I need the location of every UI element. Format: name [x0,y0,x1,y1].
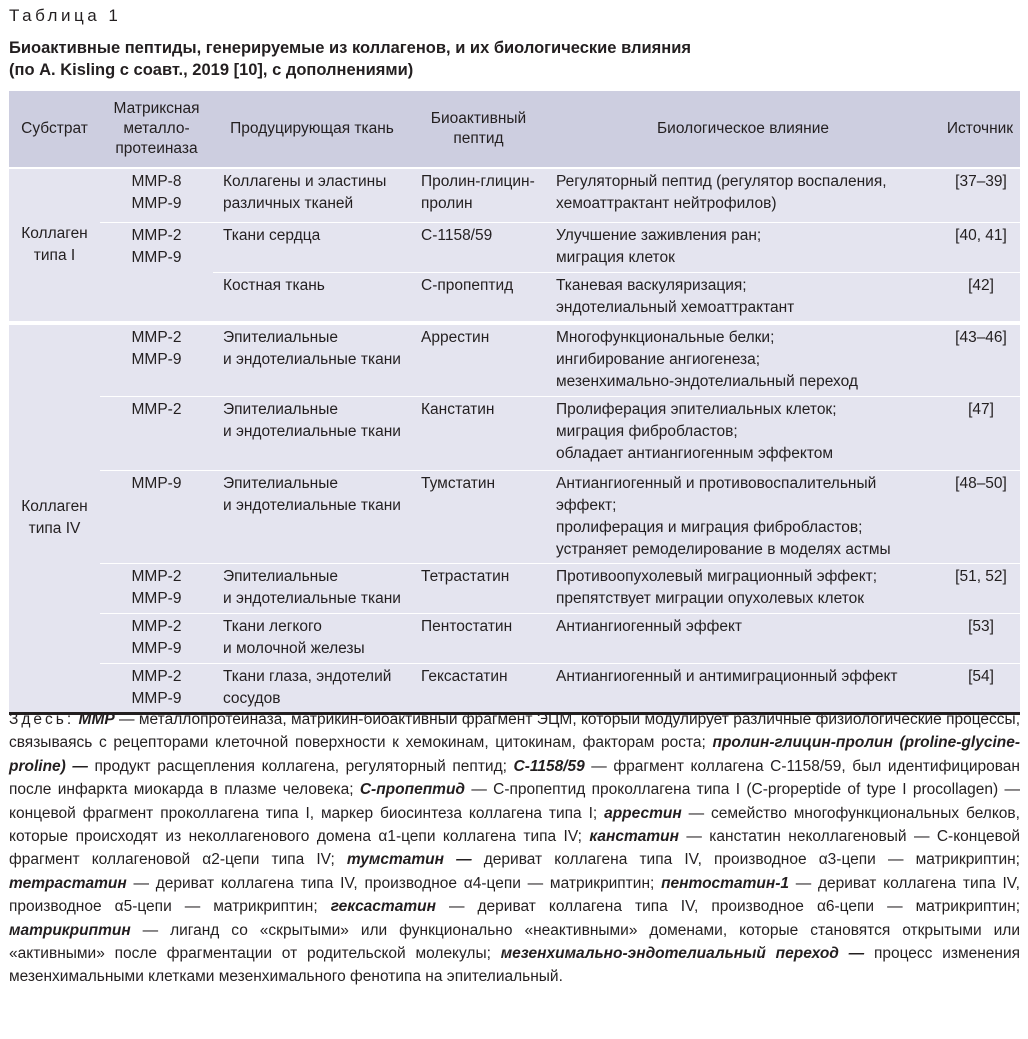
cell-tissue: Эпителиальные и эндотелиальные ткани [213,323,411,397]
cell-tissue: Ткани легкого и молочной железы [213,614,411,664]
cell-source: [43–46] [940,323,1020,397]
cell-effect: Улучшение заживления ран; миграция клеток [546,222,940,272]
note-term: матрикриптин [9,921,131,939]
note-text: — канстатин неколлагеновый — С-концевой фрагмент коллагеновой α2-цепи типа IV; [9,828,1021,869]
title-line-2: (по A. Kisling с соавт., 2019 [10], с дополнениями) [9,61,414,79]
note-text: — дериват коллагена типа IV, производное α5-цепи — матрикриптин; [9,874,1020,916]
cell-substrate: Коллаген типа IV [9,323,100,714]
table-row [9,222,1020,272]
cell-source: [54] [940,664,1020,714]
table-row [9,272,1020,323]
header-tissue: Продуцирующая ткань [230,120,394,137]
cell-peptide: Гексастатин [411,664,546,714]
note-text: — С-пропептид проколлагена типа I (C-propeptide of type I procollagen) — концевой фрагмент проколлагена типа I, маркер биосинтеза коллагена типа I; [9,781,1020,822]
table-row [9,664,1020,714]
cell-peptide: Тумстатин [411,471,546,564]
table-title [9,37,1009,81]
cell-peptide: Пентостатин [411,614,546,664]
table-notes [9,708,1020,989]
cell-substrate: Коллаген типа I [9,168,100,323]
cell-source: [47] [940,397,1020,471]
note-term: пентостатин-1 [661,874,789,892]
note-text: Здесь: [9,711,75,728]
note-term: аррестин [604,804,682,822]
cell-mmp: MMP-2 MMP-9 [100,564,213,614]
cell-peptide: Тетрастатин [411,564,546,614]
table-row [9,564,1020,614]
table-row [9,323,1020,397]
note-text: дериват коллагена типа IV, производное α3-цепи — матрикриптин; [471,851,1020,869]
cell-tissue: Ткани сердца [213,222,411,272]
note-term: тумстатин — [346,851,472,869]
cell-effect: Регуляторный пептид (регулятор воспаления, хемоаттрактант нейтрофилов) [546,168,940,222]
cell-mmp: MMP-9 [100,471,213,564]
note-term: тетрастатин [9,874,127,892]
cell-peptide: С-пропептид [411,272,546,323]
cell-source: [51, 52] [940,564,1020,614]
cell-peptide: Канстатин [411,397,546,471]
header-peptide: Биоактивный пептид [430,110,527,147]
note-term: мезенхимально-эндотелиальный переход — [500,945,865,963]
cell-effect: Пролиферация эпителиальных клеток; миграция фибробластов; обладает антиангиогенным эффектом [546,397,940,471]
note-text: — металлопротеиназа, матрикин-биоактивный фрагмент ЭЦМ, который модулирует различные физиологические процессы, связываясь с рецепторами клеточной поверхности к хемокинам, цитокинам, факторам роста; [9,711,1021,752]
cell-mmp [100,272,213,323]
table-row [9,168,1020,222]
header-substrate: Субстрат [21,120,88,137]
cell-tissue: Коллагены и эластины различных тканей [213,168,411,222]
cell-source: [37–39] [940,168,1020,222]
cell-effect: Антиангиогенный эффект [546,614,940,664]
header-effect: Биологическое влияние [656,120,830,137]
note-text: продукт расщепления коллагена, регуляторный пептид; [87,757,514,775]
cell-peptide: C-1158/59 [411,222,546,272]
cell-mmp: MMP-2 MMP-9 [100,664,213,714]
table-row [9,397,1020,471]
note-term: C-1158/59 [513,757,585,775]
title-line-1: Биоактивные пептиды, генерируемые из коллагенов, и их биологические влияния [9,39,691,57]
cell-mmp: MMP-2 MMP-9 [100,222,213,272]
cell-peptide: Пролин-глицин- пролин [411,168,546,222]
cell-effect: Антиангиогенный и антимиграционный эффект [546,664,940,714]
cell-effect: Противоопухолевый миграционный эффект; препятствует миграции опухолевых клеток [546,564,940,614]
note-term: канстатин [589,828,679,846]
table-header-row [9,91,1020,168]
cell-tissue: Эпителиальные и эндотелиальные ткани [213,471,411,564]
table-caption: Таблица 1 [9,6,122,25]
peptide-table [9,91,1020,715]
note-text: — дериват коллагена типа IV, производное α6-цепи — матрикриптин; [435,898,1021,916]
note-term: пролин-глицин-пролин (proline-glycine-proline) — [9,734,1021,775]
table-body [9,168,1020,714]
note-text: — фрагмент коллагена C-1158/59, был идентифицирован после инфаркта миокарда в плазме человека; [9,757,1020,799]
note-term: MMP [78,711,115,728]
cell-tissue: Костная ткань [213,272,411,323]
table-row [9,471,1020,564]
cell-effect: Антиангиогенный и противовоспалительный эффект; пролиферация и миграция фибробластов; устраняет ремоделирование в моделях астмы [546,471,940,564]
cell-mmp: MMP-2 MMP-9 [100,614,213,664]
header-source: Источник [946,120,1014,137]
cell-tissue: Эпителиальные и эндотелиальные ткани [213,397,411,471]
cell-mmp: MMP-2 MMP-9 [100,323,213,397]
header-mmp: Матриксная металло- протеиназа [113,100,200,157]
cell-mmp: MMP-8 MMP-9 [100,168,213,222]
note-term: С-пропептид [359,781,466,799]
note-text: — лиганд со «скрытыми» или функционально «неактивными» доменами, которые становятся открытыми или «активными» после фрагментации от родительской молекулы; [9,921,1020,963]
table-row [9,614,1020,664]
note-text: — дериват коллагена типа IV, производное α4-цепи — матрикриптин; [126,874,662,892]
cell-source: [42] [940,272,1020,323]
note-term: гексастатин [330,898,436,916]
cell-peptide: Аррестин [411,323,546,397]
cell-effect: Тканевая васкуляризация; эндотелиальный хемоаттрактант [546,272,940,323]
cell-mmp: MMP-2 [100,397,213,471]
cell-tissue: Ткани глаза, эндотелий сосудов [213,664,411,714]
cell-source: [53] [940,614,1020,664]
note-text: процесс изменения мезенхимальными клетками мезенхимального фенотипа на эпителиальный. [9,945,1021,986]
cell-source: [40, 41] [940,222,1020,272]
note-text: — семейство многофункциональных белков, которые происходят из неколлагенового домена α1-цепи коллагена типа IV; [9,804,1020,846]
cell-tissue: Эпителиальные и эндотелиальные ткани [213,564,411,614]
cell-source: [48–50] [940,471,1020,564]
cell-effect: Многофункциональные белки; ингибирование ангиогенеза; мезенхимально-эндотелиальный переход [546,323,940,397]
